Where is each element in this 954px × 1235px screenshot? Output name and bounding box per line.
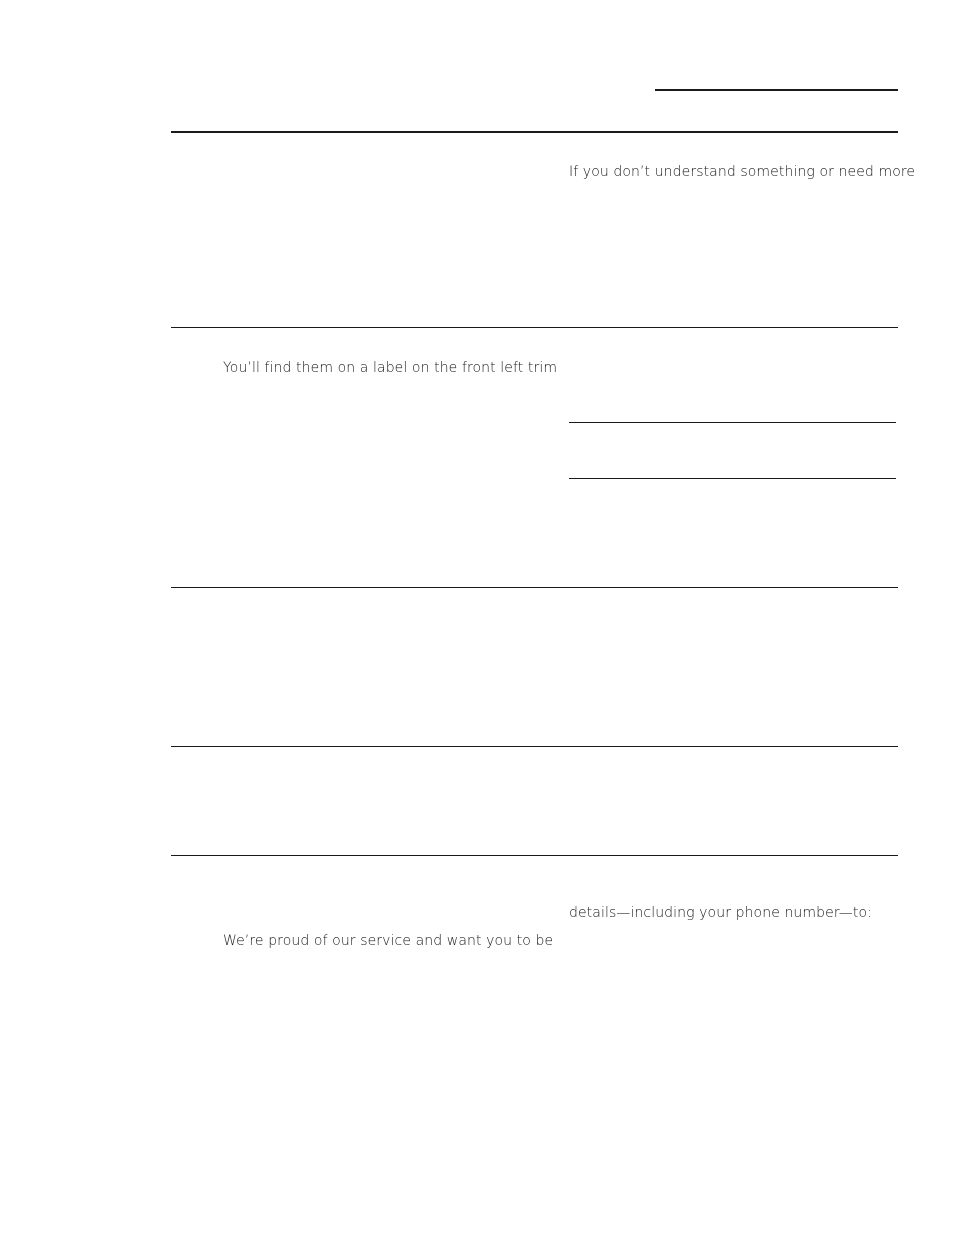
section-divider-3 (171, 587, 898, 588)
read-manual-text: If you don’t understand something or need more (569, 164, 916, 180)
section-divider-4 (171, 746, 898, 747)
top-section-rule (171, 131, 898, 133)
serial-number-write-line (569, 478, 896, 479)
header-short-rule (655, 89, 898, 91)
section-divider-5 (171, 855, 898, 856)
write-details-text: details—including your phone number—to: (569, 905, 872, 921)
model-number-write-line (569, 422, 896, 423)
service-pride-text: We’re proud of our service and want you to be (223, 933, 554, 949)
section-divider-2 (171, 327, 898, 328)
model-serial-location-text: You’ll find them on a label on the front left trim (223, 360, 558, 376)
